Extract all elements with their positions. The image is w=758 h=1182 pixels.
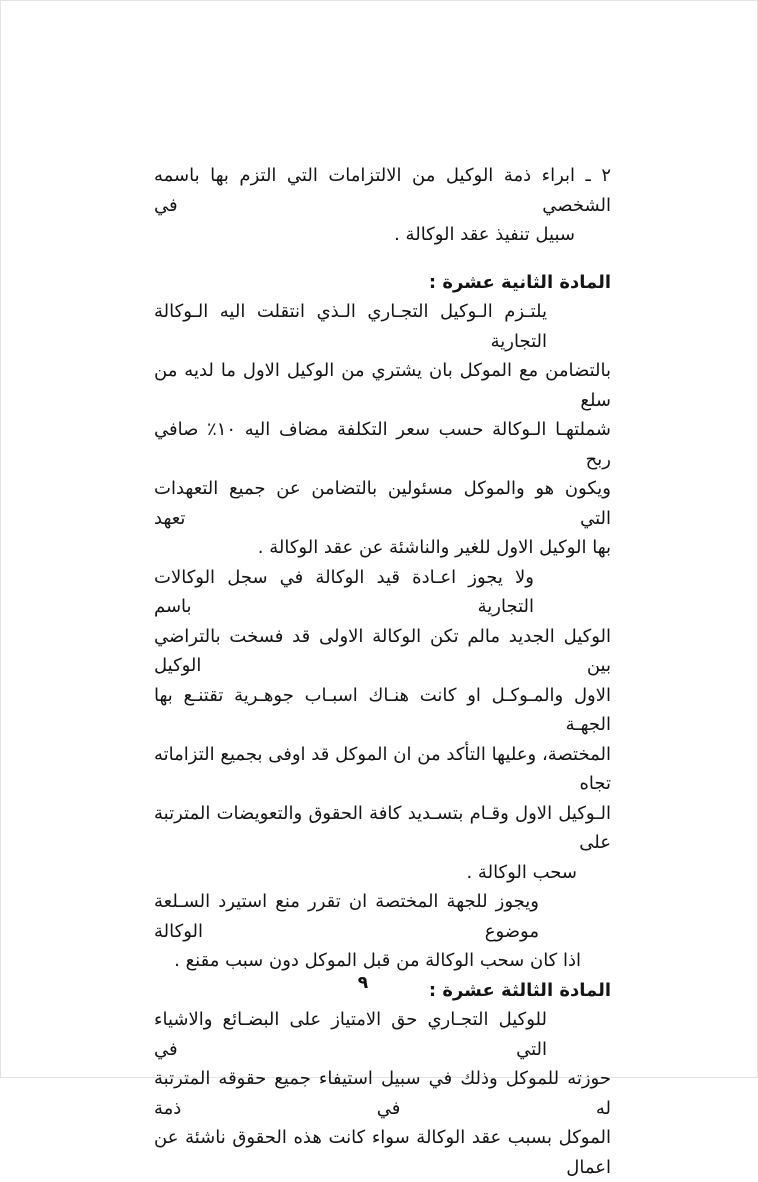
text-line: بها الوكيل الاول للغير والناشئة عن عقد الوكالة . bbox=[257, 537, 611, 558]
text-line: ويكون هو والموكل مسئولين بالتضامن عن جميع التعهدات التي تعهد bbox=[154, 478, 611, 529]
text-line: سحب الوكالة . bbox=[466, 861, 577, 883]
article-13-paragraph-1 bbox=[154, 1005, 611, 1182]
article-12-paragraph-3 bbox=[154, 887, 611, 976]
text-line: الموكل بسبب عقد الوكالة سواء كانت هذه الحقوق ناشئة عن اعمال bbox=[154, 1127, 611, 1178]
text-line: بالتضامن مع الموكل بان يشتري من الوكيل الاول ما لديه من سلع bbox=[154, 360, 611, 411]
text-line: شملتهـا الـوكالة حسب سعر التكلفة مضاف اليه ١٠٪ صافي ربح bbox=[154, 419, 612, 470]
text-block bbox=[154, 161, 611, 1182]
clause-2 bbox=[154, 161, 611, 250]
text-line: الوكيل الجديد مالم تكن الوكالة الاولى قد فسخت بالتراضي بين الوكيل bbox=[154, 625, 611, 676]
text-line: الاول والمـوكـل او كانت هنـاك اسبـاب جوهـرية تقتنـع بها الجهـة bbox=[154, 684, 611, 735]
text-line: المختصة، وعليها التأكد من ان الموكل قد اوفى بجميع التزاماته تجاه bbox=[154, 743, 611, 794]
text-line: حوزته للموكل وذلك في سبيل استيفاء جميع حقوقه المترتبة له في ذمة bbox=[154, 1068, 611, 1119]
text-line: اذا كان سحب الوكالة من قبل الموكل دون سبب مقنع . bbox=[174, 950, 581, 971]
page-number: ٩ bbox=[357, 973, 369, 993]
article-13-heading: المادة الثالثة عشرة : bbox=[428, 979, 611, 1001]
text-line: يلتـزم الـوكيل التجـاري الـذي انتقلت اليه الـوكالة التجارية bbox=[154, 301, 547, 352]
text-line: ولا يجوز اعـادة قيد الوكالة في سجل الوكالات التجارية باسم bbox=[154, 566, 534, 617]
text-line: ويجوز للجهة المختصة ان تقرر منع استيرد السـلعة موضوع الوكالة bbox=[154, 891, 539, 942]
clause-2-line-2: سبيل تنفيذ عقد الوكالة . bbox=[394, 224, 575, 245]
text-line: الـوكيل الاول وقـام بتسـديد كافة الحقوق والتعويضات المترتبة على bbox=[154, 802, 611, 853]
text-line: للوكيل التجـاري حق الامتياز على البضـائع والاشياء التي في bbox=[154, 1009, 547, 1060]
article-12-heading: المادة الثانية عشرة : bbox=[428, 271, 611, 293]
clause-2-line-1: ٢ ـ ابراء ذمة الوكيل من الالتزامات التي التزم بها باسمه الشخصي في bbox=[154, 165, 611, 216]
article-12-paragraph-1 bbox=[154, 297, 611, 563]
article-12-paragraph-2 bbox=[154, 563, 611, 888]
